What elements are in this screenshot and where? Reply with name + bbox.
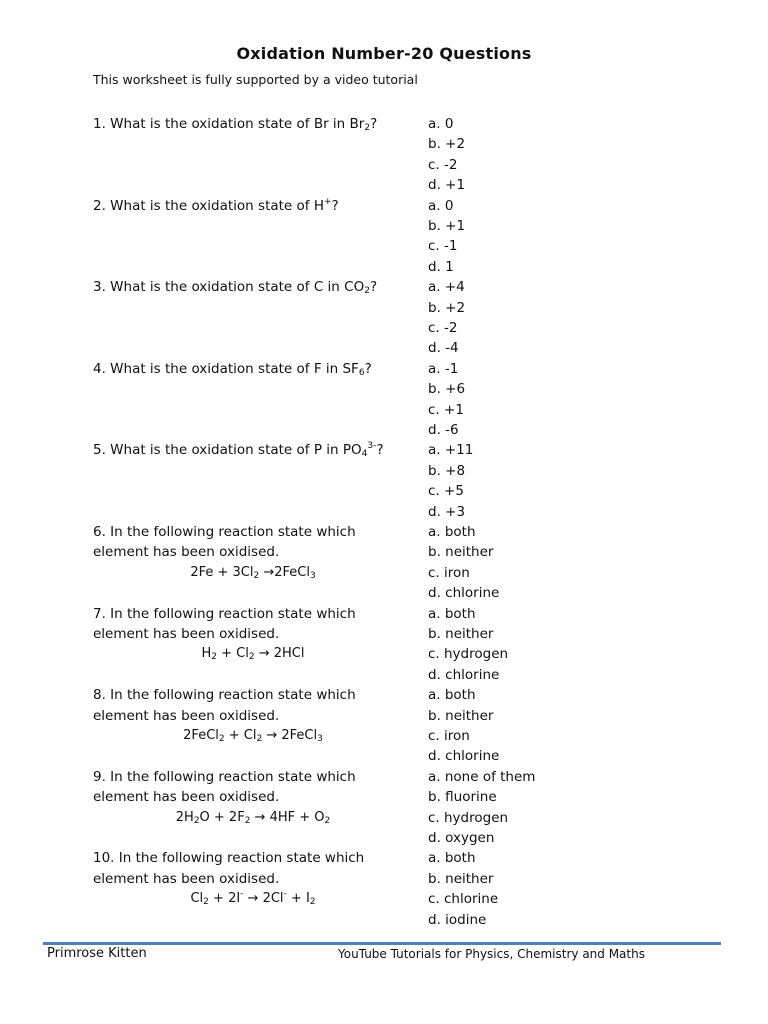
answer-option: d. oxygen <box>428 829 495 846</box>
answer-option: a. both <box>428 605 476 622</box>
question-text-continued: element has been oxidised. <box>93 707 280 724</box>
question-text: 7. In the following reaction state which <box>93 605 356 622</box>
answer-option: a. both <box>428 524 476 540</box>
question-text: 4. What is the oxidation state of F in $SF_6$? <box>93 360 372 378</box>
answer-option: b. +8 <box>428 462 466 479</box>
answer-options <box>428 522 499 604</box>
answer-option: b. +1 <box>428 217 466 234</box>
answer-option: a. +4 <box>428 279 465 296</box>
worksheet-subtitle: This worksheet is fully supported by a video tutorial <box>93 72 418 87</box>
answer-option: d. +3 <box>428 503 466 520</box>
answer-option: c. hydrogen <box>428 646 509 663</box>
answer-option: d. chlorine <box>428 585 500 602</box>
answer-option: b. fluorine <box>428 789 497 806</box>
footer-author: Primrose Kitten <box>47 946 147 961</box>
answer-options <box>428 359 465 441</box>
question-text: 1. What is the oxidation state of Br in $Br_2$? <box>93 116 378 133</box>
question-text-continued: element has been oxidised. <box>93 870 280 887</box>
question-text-continued: element has been oxidised. <box>93 789 280 806</box>
answer-option: b. neither <box>428 870 494 887</box>
answer-option: d. chlorine <box>428 748 500 765</box>
answer-options <box>428 604 508 686</box>
answer-options <box>428 196 465 278</box>
answer-option: b. neither <box>428 707 494 724</box>
answer-option: d. -4 <box>428 340 459 357</box>
answer-option: b. +2 <box>428 299 466 316</box>
question-text: 3. What is the oxidation state of C in $CO_2$? <box>93 279 378 297</box>
answer-option: a. +11 <box>428 442 474 459</box>
answer-option: c. -1 <box>428 238 458 255</box>
answer-option: d. +1 <box>428 177 466 194</box>
answer-option: d. iodine <box>428 911 487 928</box>
answer-option: d. -6 <box>428 421 459 438</box>
question-text-continued: element has been oxidised. <box>93 625 280 642</box>
answer-option: c. chlorine <box>428 891 499 908</box>
answer-option: a. none of them <box>428 768 536 785</box>
answer-options <box>428 114 465 196</box>
answer-option: d. chlorine <box>428 666 500 683</box>
answer-option: a. both <box>428 850 476 867</box>
question-text: 10. In the following reaction state which <box>93 850 365 867</box>
reaction-equation: 2FeCl$_2$ + $Cl_2$ → 2FeCl$_3$ <box>183 727 323 744</box>
reaction-equation: $H_2 + Cl_2 \to 2HCl$ <box>201 646 305 663</box>
question-text-continued: element has been oxidised. <box>93 544 280 561</box>
answer-options <box>428 848 498 930</box>
reaction-equation: $2Fe + 3Cl_2$ →2FeCl$_3$ <box>190 564 316 581</box>
answer-option: b. +2 <box>428 136 466 153</box>
answer-option: c. -2 <box>428 319 458 336</box>
answer-options <box>428 685 499 767</box>
question-text: 5. What is the oxidation state of P in $PO_4^{3-}$? <box>93 441 384 460</box>
answer-option: a. -1 <box>428 360 459 377</box>
answer-options <box>428 277 465 359</box>
answer-option: c. +5 <box>428 483 464 500</box>
question-text: 6. In the following reaction state which <box>93 524 356 540</box>
question-text: 9. In the following reaction state which <box>93 768 356 785</box>
reaction-equation: $2H_2O + 2F_2 \to 4HF + O_2$ <box>175 809 331 826</box>
answer-option: c. iron <box>428 727 470 744</box>
answer-option: b. +6 <box>428 381 466 398</box>
question-text: 8. In the following reaction state which <box>93 687 356 704</box>
answer-option: a. both <box>428 687 476 704</box>
answer-options <box>428 440 473 522</box>
answer-option: a. 0 <box>428 197 454 214</box>
answer-option: b. neither <box>428 544 494 561</box>
question-text: 2. What is the oxidation state of H+? <box>93 196 339 214</box>
answer-option: c. -2 <box>428 156 458 173</box>
answer-options <box>428 767 535 849</box>
answer-option: c. iron <box>428 564 470 581</box>
footer-tagline: YouTube Tutorials for Physics, Chemistry and Maths <box>338 947 645 961</box>
answer-option: a. 0 <box>428 116 454 132</box>
reaction-equation: $Cl_2 + 2I^- \to 2Cl^- + I_2$ <box>190 889 316 908</box>
footer-rule <box>43 942 721 945</box>
answer-option: b. neither <box>428 625 494 642</box>
answer-option: c. hydrogen <box>428 809 509 826</box>
answer-option: d. 1 <box>428 258 454 275</box>
worksheet-title: Oxidation Number-20 Questions <box>236 44 532 63</box>
answer-option: c. +1 <box>428 401 464 418</box>
